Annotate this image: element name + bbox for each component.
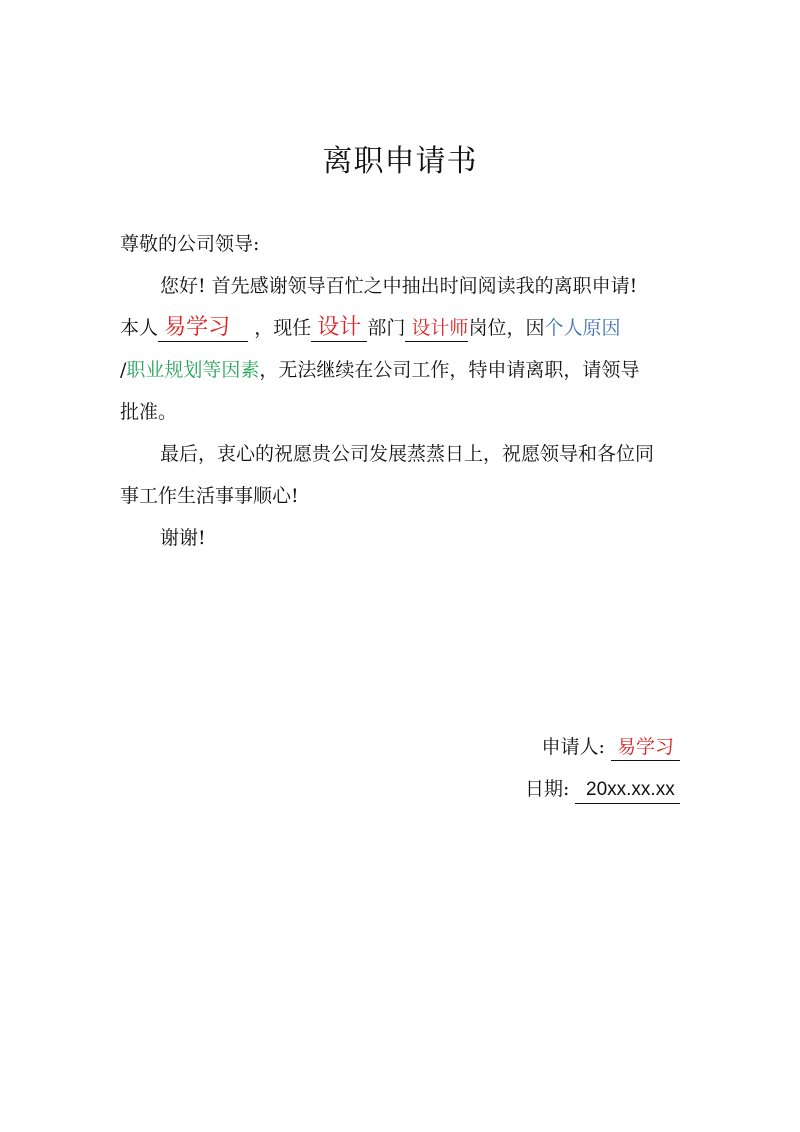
thanks-line: 谢谢! xyxy=(160,527,206,549)
text-segment: 部门 xyxy=(367,317,406,339)
document-title: 离职申请书 xyxy=(322,144,478,179)
text-segment: 岗位，因 xyxy=(468,317,545,339)
reason-line xyxy=(120,356,639,384)
position-field xyxy=(405,315,468,342)
wishes-line-2: 事工作生活事事顺心! xyxy=(120,485,299,507)
applicant-label: 申请人: xyxy=(541,736,605,758)
approval-line: 批准。 xyxy=(120,401,178,423)
applicant-field xyxy=(611,734,680,761)
date-line xyxy=(525,775,680,803)
text-segment: 本人 xyxy=(120,317,159,339)
wishes-line-1: 最后，衷心的祝愿贵公司发展蒸蒸日上，祝愿领导和各位同 xyxy=(160,443,655,465)
name-value: 易学习 xyxy=(164,315,231,340)
reason-personal: 个人原因 xyxy=(544,317,621,339)
text-segment: ，现任 xyxy=(248,317,312,339)
employment-line xyxy=(120,314,620,342)
greeting-line: 您好! 首先感谢领导百忙之中抽出时间阅读我的离职申请! xyxy=(160,275,638,297)
text-segment: ，无法继续在公司工作，特申请离职，请领导 xyxy=(259,359,640,381)
position-value: 设计师 xyxy=(411,317,469,339)
department-field xyxy=(311,315,367,342)
date-value: 20xx.xx.xx xyxy=(586,779,675,800)
salutation: 尊敬的公司领导: xyxy=(120,233,260,255)
department-value: 设计 xyxy=(317,315,362,340)
reason-career: 职业规划等因素 xyxy=(126,359,260,381)
applicant-name: 易学习 xyxy=(616,736,674,758)
applicant-line xyxy=(541,733,680,761)
slash: / xyxy=(120,359,127,381)
date-field xyxy=(575,777,680,804)
name-field xyxy=(158,315,248,342)
date-label: 日期: xyxy=(525,778,570,800)
